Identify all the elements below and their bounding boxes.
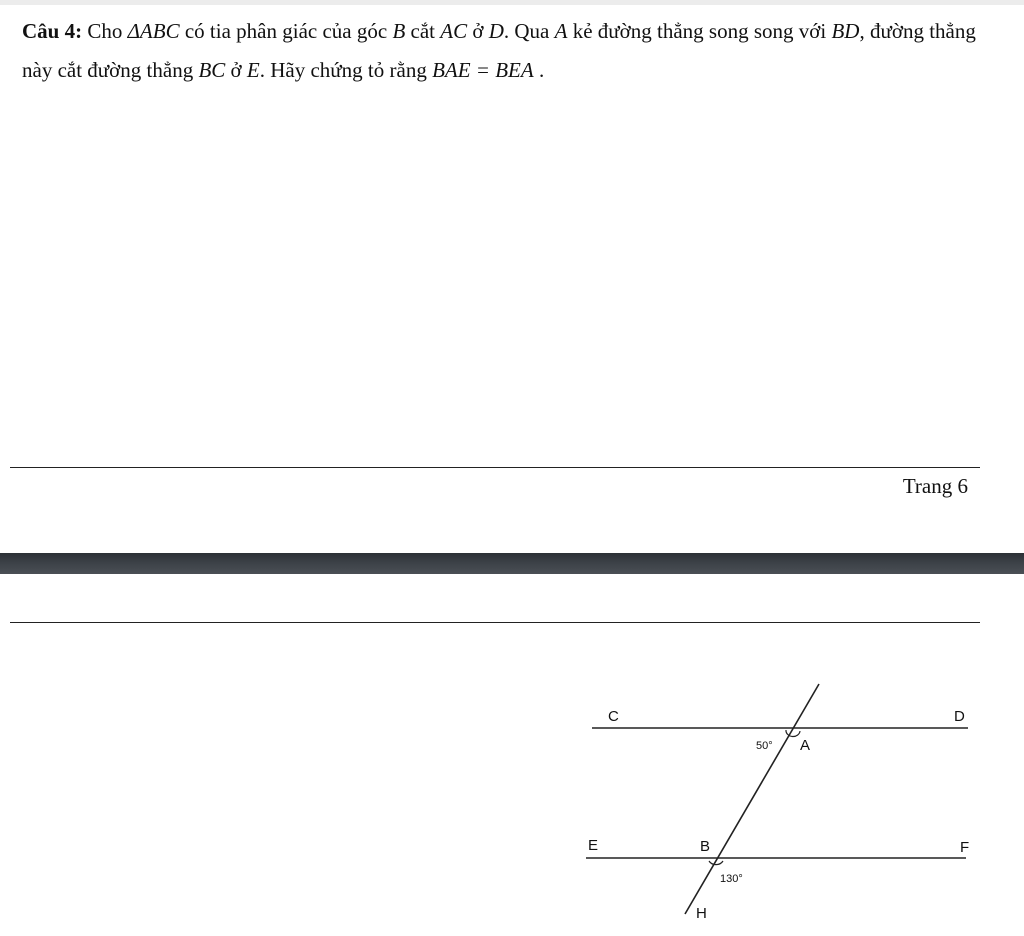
question-text-part: có tia phân giác của góc [179,19,393,43]
question-text-part: kẻ đường thẳng song song với [567,19,832,43]
question-label: Câu 4: [22,19,83,43]
label-c: C [608,708,619,725]
question-text [22,12,982,90]
label-f: F [960,839,970,856]
angle-label-b: 130° [720,873,743,885]
footer-rule [10,467,980,468]
math-point: D [488,19,504,43]
question-text-part: cắt [405,19,441,43]
question-text-part: Cho [82,19,128,43]
question-text-part: . [533,58,545,82]
math-point: B [392,19,406,43]
question-text-part: , đường thẳng này cắt đường thẳng [22,19,976,82]
angle-label-a: 50° [756,740,773,752]
question-text-part: . Hãy chứng tỏ rằng [259,58,433,82]
label-h: H [696,905,707,922]
angle-arc-a [786,730,800,737]
page-separator [0,553,1024,574]
label-d: D [954,708,965,725]
geometry-figure-svg [570,668,990,930]
math-segment: BC [198,58,226,82]
transversal-line [685,684,819,914]
math-point: E [246,58,260,82]
label-a: A [800,737,811,754]
math-segment: AC [440,19,468,43]
header-rule [10,622,980,623]
question-text-part: . Qua [503,19,555,43]
math-equation: BAE = BEA [432,58,534,82]
math-segment: BD [831,19,860,43]
math-triangle: ΔABC [127,19,180,43]
math-point: A [554,19,568,43]
question-text-part: ở [467,19,489,43]
label-e: E [588,837,599,854]
geometry-figure [570,668,990,930]
page-number: Trang 6 [902,474,968,498]
label-b: B [700,838,711,855]
question-text-part: ở [225,58,247,82]
